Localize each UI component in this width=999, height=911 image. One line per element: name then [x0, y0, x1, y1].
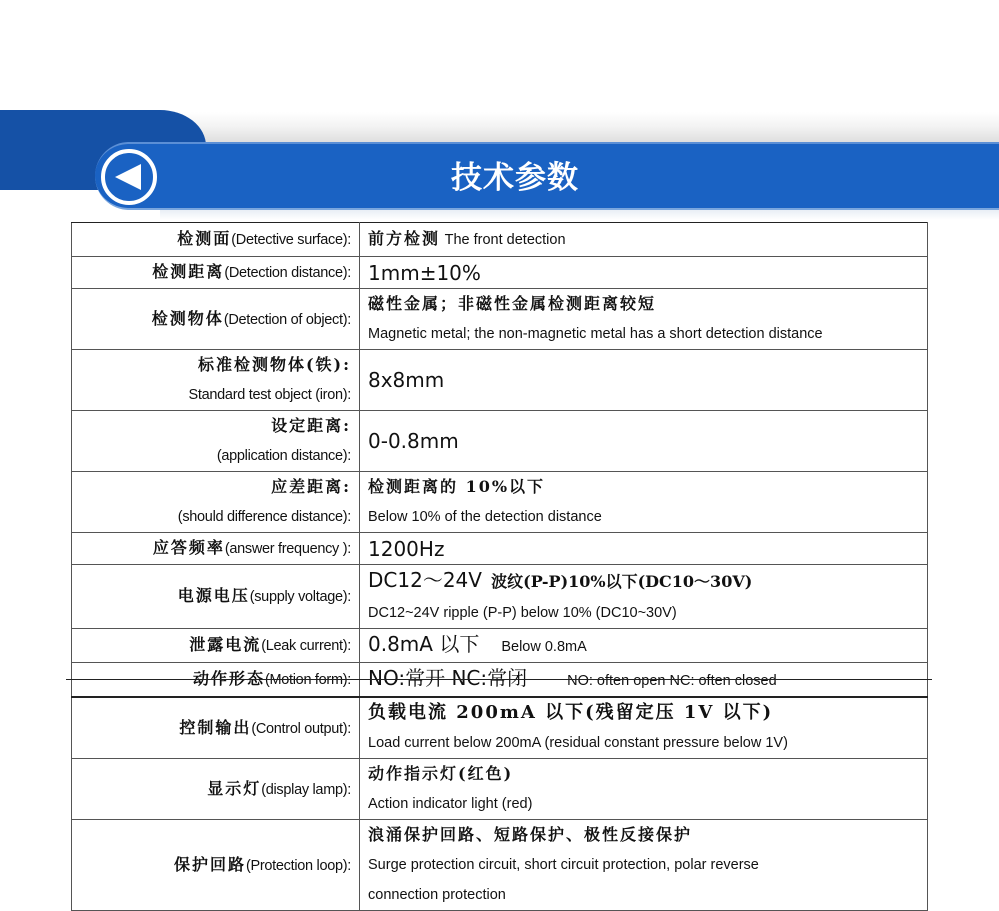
table-row — [72, 533, 928, 565]
row-label — [72, 629, 360, 663]
row-label — [72, 533, 360, 565]
value-en-line1: Surge protection circuit, short circuit protection, polar reverse — [368, 857, 759, 873]
label-en: (Leak current): — [261, 638, 351, 654]
label-en: (display lamp): — [261, 781, 351, 798]
value: 1200Hz — [368, 536, 445, 561]
value: 0-0.8mm — [368, 429, 459, 453]
value-en: Magnetic metal; the non-magnetic metal has a short detection distance — [368, 326, 823, 342]
value: 8x8mm — [368, 368, 445, 392]
value-en: Below 10% of the detection distance — [368, 509, 602, 525]
label-zh: 检测物体 — [151, 308, 224, 328]
row-label — [72, 350, 360, 411]
page-title: 技术参数 — [451, 160, 579, 196]
value-zh: 负载电流 200mA 以下(残留定压 1V 以下) — [368, 702, 774, 723]
value-zh: 动作指示灯(红色) — [368, 764, 514, 783]
label-zh: 应答频率 — [152, 538, 225, 557]
table-row — [72, 820, 928, 911]
row-value — [360, 820, 928, 911]
row-label — [72, 565, 360, 629]
value-en-line2: connection protection — [368, 887, 506, 903]
table-row — [72, 629, 928, 663]
label-zh: 泄露电流 — [189, 635, 262, 654]
label-zh: 检测面 — [177, 229, 232, 248]
value-main: NO:常开 NC:常闭 — [368, 666, 528, 690]
table-row — [72, 257, 928, 289]
value-zh: 磁性金属；非磁性金属检测距离较短 — [368, 294, 657, 313]
table-divider-line — [66, 679, 932, 680]
value-main: 0.8mA 以下 — [368, 632, 480, 656]
row-value — [360, 223, 928, 257]
row-label — [72, 820, 360, 911]
label-zh: 保护回路 — [173, 854, 246, 874]
row-label — [72, 411, 360, 472]
row-label — [72, 759, 360, 820]
label-zh: 标准检测物体(铁): — [197, 355, 351, 374]
row-value — [360, 411, 928, 472]
label-en: (Protection loop): — [245, 857, 351, 874]
value-zh: 波纹(P-P)10%以下(DC10～30V) — [491, 572, 753, 591]
label-en: (should difference distance): — [177, 509, 351, 525]
table-row — [72, 350, 928, 411]
table-row — [72, 565, 928, 629]
spec-table — [71, 222, 928, 911]
label-zh: 设定距离: — [271, 416, 351, 435]
label-en: (Detection of object): — [223, 311, 351, 328]
label-zh: 检测距离 — [152, 262, 225, 281]
row-label — [72, 697, 360, 759]
header-under-shadow — [160, 210, 999, 220]
value-en: The front detection — [444, 232, 566, 248]
row-value — [360, 350, 928, 411]
value: 1mm±10% — [368, 260, 481, 285]
row-value — [360, 472, 928, 533]
row-label — [72, 289, 360, 350]
value-zh: 前方检测 — [368, 229, 441, 248]
label-zh: 应差距离: — [271, 477, 351, 496]
row-value — [360, 629, 928, 663]
value-en: Load current below 200mA (residual constant pressure below 1V) — [368, 735, 788, 751]
table-row — [72, 472, 928, 533]
value-main: DC12～24V — [368, 568, 482, 592]
row-value — [360, 533, 928, 565]
row-value — [360, 565, 928, 629]
label-en: (Control output): — [251, 720, 351, 737]
label-en: (application distance): — [216, 448, 351, 464]
row-label — [72, 257, 360, 289]
label-en: (Detection distance): — [224, 265, 351, 281]
label-en: (Detective surface): — [231, 232, 351, 248]
value-en: DC12~24V ripple (P-P) below 10% (DC10~30V) — [368, 605, 677, 621]
row-value — [360, 257, 928, 289]
row-value — [360, 759, 928, 820]
row-value — [360, 697, 928, 759]
row-label — [72, 223, 360, 257]
label-zh: 电源电压 — [177, 586, 250, 605]
table-row — [72, 411, 928, 472]
row-value — [360, 289, 928, 350]
value-zh: 检测距离的 10%以下 — [368, 477, 546, 496]
table-row — [72, 759, 928, 820]
row-label — [72, 472, 360, 533]
label-en: Standard test object (iron): — [188, 387, 351, 403]
label-en: (Motion form): — [264, 672, 351, 688]
label-en: (supply voltage): — [249, 589, 351, 605]
value-zh: 浪涌保护回路、短路保护、极性反接保护 — [368, 825, 693, 844]
label-en: (answer frequency ): — [224, 541, 351, 557]
label-zh: 显示灯 — [207, 778, 262, 798]
value-en: Action indicator light (red) — [368, 796, 533, 812]
table-row — [72, 289, 928, 350]
label-zh: 动作形态 — [192, 669, 265, 688]
table-row — [72, 223, 928, 257]
value-en: Below 0.8mA — [501, 639, 587, 655]
value-en: NO: often open NC: often closed — [567, 673, 777, 689]
label-zh: 控制输出 — [179, 717, 252, 737]
table-row — [72, 697, 928, 759]
